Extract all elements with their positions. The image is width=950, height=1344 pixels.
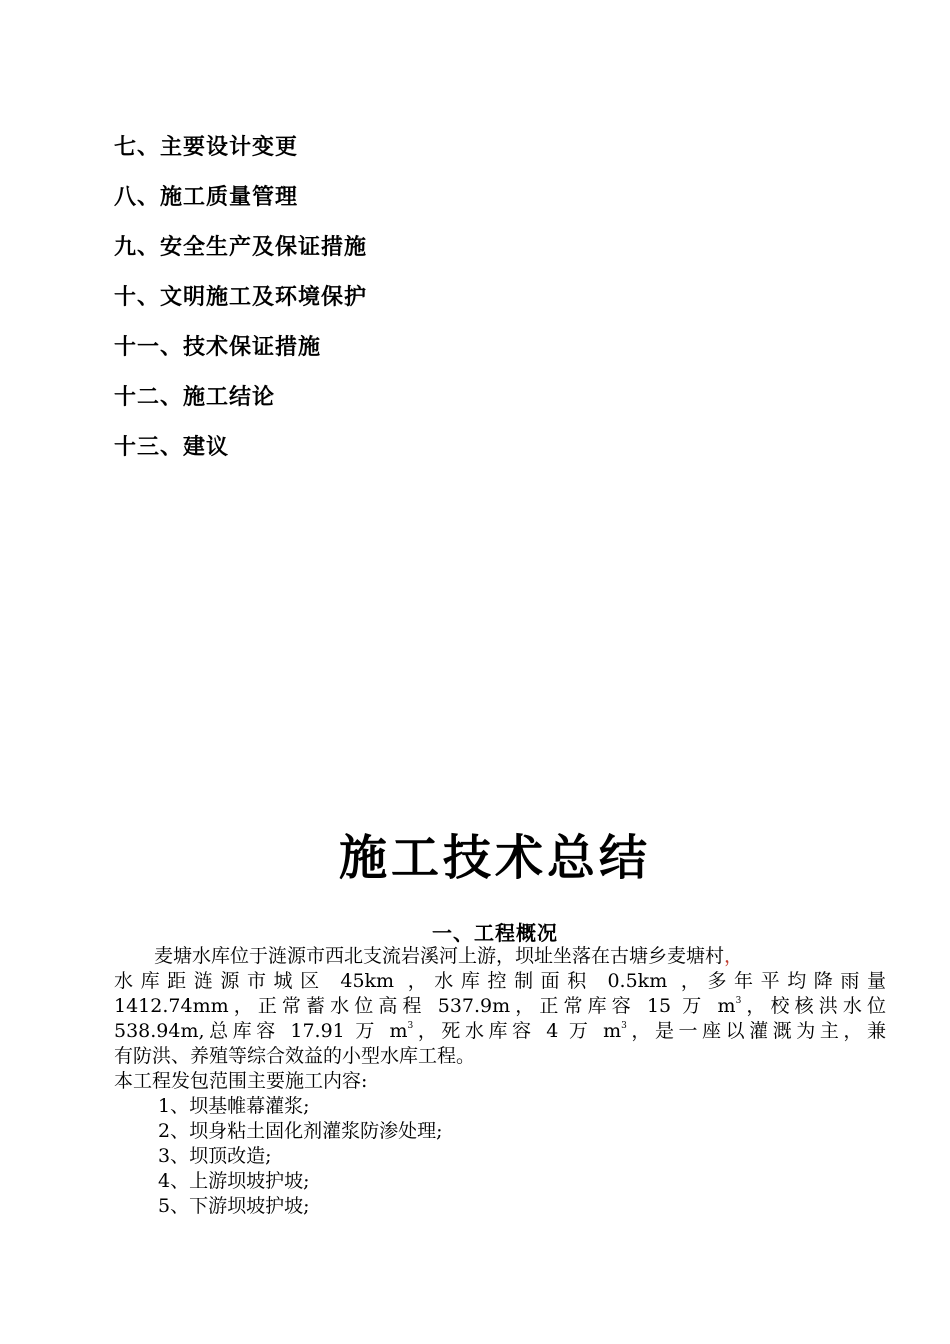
toc-item-12: 十二、施工结论 <box>114 385 276 410</box>
toc-item-13: 十三、建议 <box>114 435 230 460</box>
table-of-contents <box>114 130 367 480</box>
list-item: 2、坝身粘土固化剂灌浆防渗处理; <box>158 1120 443 1142</box>
paragraph-line-4: 538.94m,总库容 17.91 万 $m^3$，死水库容 4 万 $m^3$，是一座以灌溉为主，兼 <box>114 1020 886 1042</box>
paragraph-line-2: 水库距涟源市城区 45km ，水库控制面积 0.5km ，多年平均降雨量 <box>114 970 886 992</box>
list-item: 3、坝顶改造; <box>158 1145 272 1167</box>
paragraph-line-3: 1412.74mm，正常蓄水位高程 537.9m，正常库容 15 万 $m^3$，校核洪水位 <box>114 995 886 1017</box>
section-heading: 一、工程概况 <box>432 921 558 945</box>
toc-item-9: 九、安全生产及保证措施 <box>114 235 368 260</box>
toc-item-11: 十一、技术保证措施 <box>114 335 322 360</box>
list-item: 5、下游坝坡护坡; <box>158 1195 310 1217</box>
paragraph-line-5: 有防洪、养殖等综合效益的小型水库工程。 <box>114 1045 476 1067</box>
scope-intro: 本工程发包范围主要施工内容: <box>114 1070 368 1092</box>
toc-item-7: 七、主要设计变更 <box>114 135 299 160</box>
document-title: 施工技术总结 <box>338 830 651 886</box>
toc-item-10: 十、文明施工及环境保护 <box>114 285 368 310</box>
toc-item-8: 八、施工质量管理 <box>114 185 299 210</box>
list-item: 1、坝基帷幕灌浆; <box>158 1095 310 1117</box>
paragraph-line-1: 麦塘水库位于涟源市西北支流岩溪河上游，坝址坐落在古塘乡麦塘村， <box>154 945 744 967</box>
red-comma: ， <box>724 945 744 967</box>
list-item: 4、上游坝坡护坡; <box>158 1170 310 1192</box>
section-body <box>114 944 886 1219</box>
